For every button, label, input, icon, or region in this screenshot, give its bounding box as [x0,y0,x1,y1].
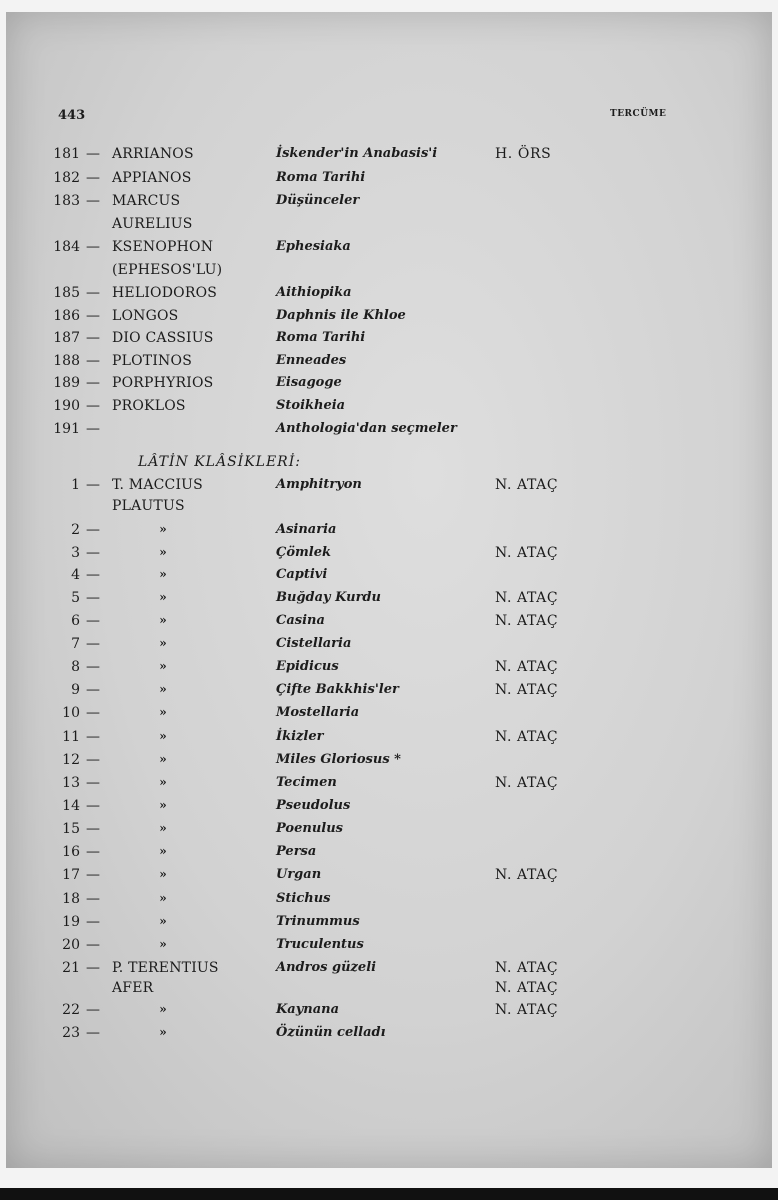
entry-number: 21 [62,960,80,976]
list-item [6,308,772,330]
list-item [6,567,772,589]
entry-number: 17 [62,867,80,883]
work-title: Persa [276,844,317,859]
bottom-bar [0,1188,778,1200]
work-title: İkizler [276,729,324,744]
entry-number: 191 [53,421,80,437]
ditto-mark: » [159,705,167,719]
author-name: MARCUS [112,193,181,209]
list-item [6,193,772,215]
entry-number: 9 [71,682,80,698]
translator-name: N. ATAÇ [495,867,559,883]
translator-name: N. ATAÇ [495,775,559,791]
entry-dash: — [86,682,100,698]
entry-number: 185 [53,285,80,301]
ditto-mark: » [159,567,167,581]
entry-number: 187 [53,330,80,346]
entry-number: 184 [53,239,80,255]
author-name: PORPHYRIOS [112,375,214,391]
list-item [6,821,772,843]
entry-number: 189 [53,375,80,391]
ditto-mark: » [159,613,167,627]
work-title: Roma Tarihi [276,330,366,345]
entry-number: 5 [71,590,80,606]
entry-dash: — [86,891,100,907]
entry-number: 19 [62,914,80,930]
entry-dash: — [86,375,100,391]
ditto-mark: » [159,659,167,673]
author-name: ARRIANOS [112,146,194,162]
list-item [6,398,772,420]
list-item [6,867,772,889]
entry-number: 13 [62,775,80,791]
entry-number: 22 [62,1002,80,1018]
author-name: KSENOPHON [112,239,214,255]
entry-dash: — [86,729,100,745]
work-title: Aithiopika [276,285,352,300]
list-item [6,590,772,612]
ditto-mark: » [159,545,167,559]
work-title: Cistellaria [276,636,352,651]
author-continuation: AFER [112,980,154,996]
work-title: Enneades [276,353,347,368]
translator-name: N. ATAÇ [495,659,559,675]
work-title: Poenulus [276,821,343,836]
work-title: Pseudolus [276,798,351,813]
ditto-mark: » [159,821,167,835]
translator-name: N. ATAÇ [495,613,559,629]
entry-number: 188 [53,353,80,369]
entry-dash: — [86,308,100,324]
entry-number: 190 [53,398,80,414]
entry-number: 18 [62,891,80,907]
list-item [6,146,772,168]
entry-dash: — [86,798,100,814]
ditto-mark: » [159,914,167,928]
work-title: Truculentus [276,937,364,952]
list-item [6,353,772,375]
ditto-mark: » [159,891,167,905]
list-item [6,477,772,499]
ditto-mark: » [159,798,167,812]
ditto-mark: » [159,682,167,696]
work-title: Casina [276,613,325,628]
translator-name: N. ATAÇ [495,729,559,745]
work-title: Özünün celladı [276,1025,386,1040]
entry-dash: — [86,398,100,414]
author-name: DIO CASSIUS [112,330,214,346]
list-item [6,1002,772,1024]
work-title: Captivi [276,567,328,582]
list-item [6,522,772,544]
entry-number: 3 [71,545,80,561]
entry-number: 186 [53,308,80,324]
entry-dash: — [86,193,100,209]
ditto-mark: » [159,1025,167,1039]
page-number: 443 [58,108,86,123]
work-title: Daphnis ile Khloe [276,308,406,323]
translator-name: N. ATAÇ [495,590,559,606]
entry-number: 23 [62,1025,80,1041]
work-title: Stoikheia [276,398,346,413]
entry-dash: — [86,146,100,162]
work-title: Roma Tarihi [276,170,366,185]
entry-dash: — [86,477,100,493]
entry-dash: — [86,239,100,255]
entry-dash: — [86,590,100,606]
list-item [6,844,772,866]
work-title: Düşünceler [276,193,360,208]
work-title: Eisagoge [276,375,342,390]
list-item [6,1025,772,1047]
author-name: T. MACCIUS [112,477,203,493]
work-title: Mostellaria [276,705,360,720]
entry-dash: — [86,613,100,629]
work-title: Asinaria [276,522,337,537]
list-item [6,891,772,913]
entry-number: 2 [71,522,80,538]
translator-name: N. ATAÇ [495,477,559,493]
work-title: Trinummus [276,914,360,929]
work-title: Urgan [276,867,322,882]
list-item [6,636,772,658]
work-title: Stichus [276,891,331,906]
author-name: PROKLOS [112,398,186,414]
author-continuation: (EPHESOS'LU) [112,262,223,278]
entry-number: 14 [62,798,80,814]
author-name: PLOTINOS [112,353,192,369]
entry-dash: — [86,821,100,837]
translator-name: N. ATAÇ [495,682,559,698]
translator-name: N. ATAÇ [495,1002,559,1018]
author-name: APPIANOS [112,170,192,186]
ditto-mark: » [159,937,167,951]
entry-number: 16 [62,844,80,860]
entry-dash: — [86,937,100,953]
entry-dash: — [86,285,100,301]
entry-dash: — [86,636,100,652]
list-item [6,375,772,397]
entry-number: 4 [71,567,80,583]
work-title: Tecimen [276,775,337,790]
entry-dash: — [86,659,100,675]
list-item [6,752,772,774]
ditto-mark: » [159,752,167,766]
list-item [6,729,772,751]
entry-dash: — [86,914,100,930]
list-item [6,421,772,443]
entry-number: 15 [62,821,80,837]
list-item [6,239,772,261]
author-name: P. TERENTIUS [112,960,219,976]
entry-number: 10 [62,705,80,721]
entry-number: 183 [53,193,80,209]
list-item [6,937,772,959]
entry-number: 20 [62,937,80,953]
entry-dash: — [86,867,100,883]
author-continuation: AURELIUS [112,216,193,232]
list-item [6,330,772,352]
entry-dash: — [86,330,100,346]
work-title: Anthologia'dan seçmeler [276,421,457,436]
running-head: TERCÜME [610,109,667,119]
work-title: Çömlek [276,545,331,560]
entry-dash: — [86,522,100,538]
ditto-mark: » [159,844,167,858]
list-item [6,682,772,704]
entry-dash: — [86,545,100,561]
list-item [6,545,772,567]
list-item [6,659,772,681]
work-title: Epidicus [276,659,339,674]
section-heading-latin: LÂTİN KLÂSİKLERİ: [138,454,301,470]
ditto-mark: » [159,590,167,604]
entry-dash: — [86,421,100,437]
work-title: Amphitryon [276,477,362,492]
list-item [6,798,772,820]
list-item [6,170,772,192]
list-item [6,613,772,635]
work-title: İskender'in Anabasis'i [276,146,438,161]
translator-name: H. ÖRS [495,146,552,162]
author-name: LONGOS [112,308,179,324]
work-title: Çifte Bakkhis'ler [276,682,399,697]
entry-number: 1 [71,477,80,493]
entry-dash: — [86,1002,100,1018]
ditto-mark: » [159,775,167,789]
entry-number: 8 [71,659,80,675]
entry-dash: — [86,1025,100,1041]
work-title: Ephesiaka [276,239,351,254]
entry-number: 7 [71,636,80,652]
list-item [6,960,772,982]
entry-dash: — [86,752,100,768]
ditto-mark: » [159,636,167,650]
translator-name: N. ATAÇ [495,545,559,561]
work-title: Andros güzeli [276,960,377,975]
entry-dash: — [86,775,100,791]
entry-dash: — [86,705,100,721]
work-title: Miles Gloriosus * [276,752,401,767]
entry-dash: — [86,567,100,583]
work-title: Buğday Kurdu [276,590,381,605]
scanned-page [6,12,772,1168]
entry-number: 11 [62,729,80,745]
list-item [6,914,772,936]
author-name: HELIODOROS [112,285,218,301]
entry-number: 6 [71,613,80,629]
entry-dash: — [86,960,100,976]
ditto-mark: » [159,522,167,536]
list-item [6,285,772,307]
translator-continuation: N. ATAÇ [495,980,559,996]
entry-dash: — [86,353,100,369]
list-item [6,775,772,797]
author-continuation: PLAUTUS [112,498,185,514]
work-title: Kaynana [276,1002,340,1017]
entry-dash: — [86,844,100,860]
ditto-mark: » [159,867,167,881]
translator-name: N. ATAÇ [495,960,559,976]
ditto-mark: » [159,729,167,743]
entry-number: 182 [53,170,80,186]
entry-number: 181 [53,146,80,162]
list-item [6,705,772,727]
ditto-mark: » [159,1002,167,1016]
entry-number: 12 [62,752,80,768]
entry-dash: — [86,170,100,186]
